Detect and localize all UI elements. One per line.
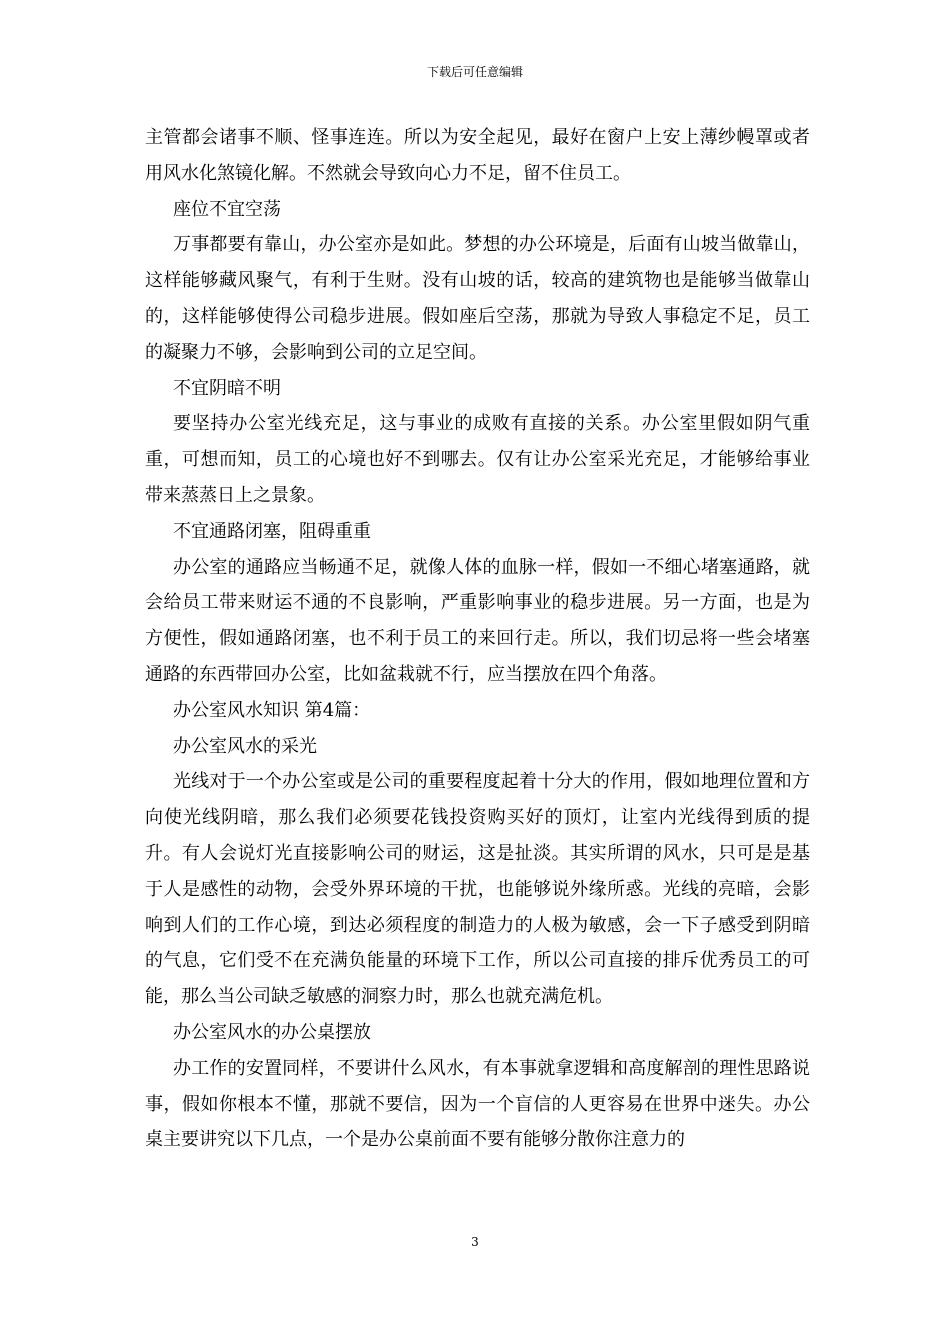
section-heading: 座位不宜空荡 [173, 198, 281, 220]
page-number: 3 [471, 1235, 479, 1249]
paragraph: 要坚持办公室光线充足，这与事业的成败有直接的关系。办公室里假如阴气重重，可想而知，员工的心境也好不到哪去。仅有让办公室采光充足，才能够给事业带来蒸蒸日上之景象。 [145, 413, 810, 506]
section-heading: 不宜阴暗不明 [173, 377, 281, 399]
chapter-heading: 办公室风水知识 第4篇： [173, 699, 371, 721]
document-body [145, 120, 810, 1158]
paragraph: 光线对于一个办公室或是公司的重要程度起着十分大的作用，假如地理位置和方向使光线阴暗，那么我们必须要花钱投资购买好的顶灯，让室内光线得到质的提升。有人会说灯光直接影响公司的财运，这是扯淡。其实所谓的风水，只可是是基于人是感性的动物，会受外界环境的干扰，也能够说外缘所惑。光线的亮暗，会影响到人们的工作心境，到达必须程度的制造力的人极为敏感，会一下子感受到阴暗的气息，它们受不在充满负能量的环境下工作，所以公司直接的排斥优秀员工的可能，那么当公司缺乏敏感的洞察力时，那么也就充满危机。 [145, 771, 810, 1008]
section-heading: 办公室风水的采光 [173, 735, 317, 757]
paragraph: 办工作的安置同样，不要讲什么风水，有本事就拿逻辑和高度解剖的理性思路说事，假如你根本不懂，那就不要信，因为一个盲信的人更容易在世界中迷失。办公桌主要讲究以下几点，一个是办公桌前面不要有能够分散你注意力的 [145, 1057, 810, 1151]
paragraph: 主管都会诸事不顺、怪事连连。所以为安全起见，最好在窗户上安上薄纱幔罩或者用风水化煞镜化解。不然就会导致向心力不足，留不住员工。 [145, 127, 810, 184]
paragraph: 万事都要有靠山，办公室亦是如此。梦想的办公环境是，后面有山坡当做靠山，这样能够藏风聚气，有利于生财。没有山坡的话，较高的建筑物也是能够当做靠山的，这样能够使得公司稳步进展。假如座后空荡，那就为导致人事稳定不足，员工的凝聚力不够，会影响到公司的立足空间。 [145, 234, 810, 363]
section-heading: 办公室风水的办公桌摆放 [173, 1021, 371, 1043]
page-header: 下载后可任意编辑 [426, 65, 523, 79]
section-heading: 不宜通路闭塞，阻碍重重 [173, 520, 371, 542]
paragraph: 办公室的通路应当畅通不足，就像人体的血脉一样，假如一不细心堵塞通路，就会给员工带来财运不通的不良影响，严重影响事业的稳步进展。另一方面，也是为方便性，假如通路闭塞，也不利于员工的来回行走。所以，我们切忌将一些会堵塞通路的东西带回办公室，比如盆栽就不行，应当摆放在四个角落。 [145, 556, 810, 685]
